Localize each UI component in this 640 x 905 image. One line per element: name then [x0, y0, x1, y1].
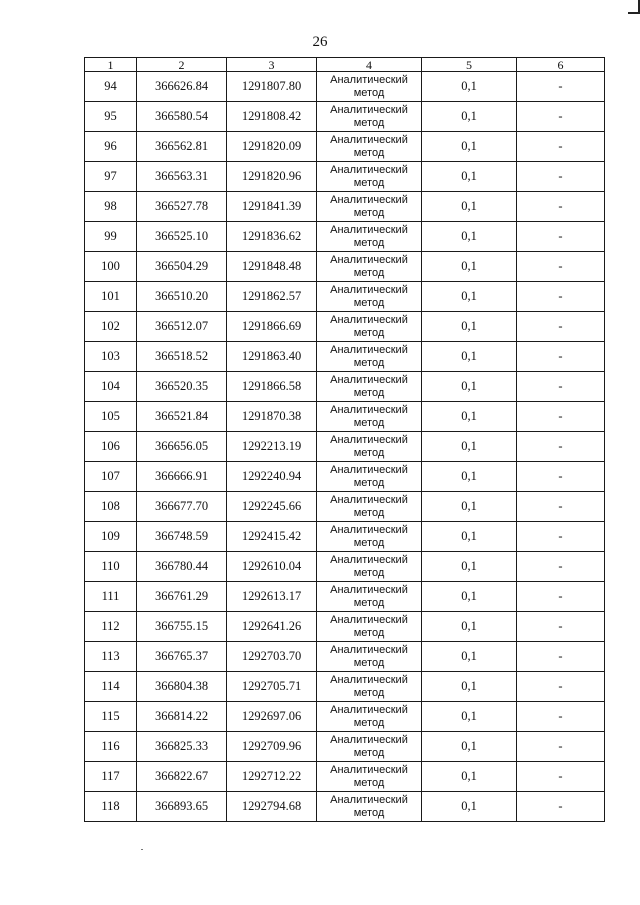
method-line-2: метод	[353, 746, 385, 759]
y-coordinate-cell: 1292712.22	[227, 762, 317, 792]
x-coordinate-cell: 366761.29	[137, 582, 227, 612]
table-row	[85, 162, 605, 192]
method-line-1: Аналитический	[330, 403, 408, 416]
scan-speck	[141, 849, 143, 850]
x-coordinate-cell: 366521.84	[137, 402, 227, 432]
col-header-3: 3	[227, 58, 317, 72]
method-cell	[317, 552, 422, 582]
accuracy-cell: 0,1	[422, 252, 517, 282]
y-coordinate-cell: 1291808.42	[227, 102, 317, 132]
y-coordinate-cell: 1291836.62	[227, 222, 317, 252]
accuracy-cell: 0,1	[422, 522, 517, 552]
table-row	[85, 342, 605, 372]
x-coordinate-cell: 366563.31	[137, 162, 227, 192]
x-coordinate-cell: 366765.37	[137, 642, 227, 672]
method-line-1: Аналитический	[330, 643, 408, 656]
point-number-cell: 99	[85, 222, 137, 252]
x-coordinate-cell: 366510.20	[137, 282, 227, 312]
method-line-1: Аналитический	[330, 343, 408, 356]
note-cell: -	[517, 492, 605, 522]
table-row	[85, 552, 605, 582]
accuracy-cell: 0,1	[422, 762, 517, 792]
y-coordinate-cell: 1292794.68	[227, 792, 317, 822]
coordinates-table	[84, 57, 605, 822]
note-cell: -	[517, 462, 605, 492]
point-number-cell: 114	[85, 672, 137, 702]
page-number: 26	[312, 34, 328, 50]
method-cell	[317, 732, 422, 762]
point-number-cell: 104	[85, 372, 137, 402]
method-line-2: метод	[353, 86, 385, 99]
method-line-2: метод	[353, 266, 385, 279]
accuracy-cell: 0,1	[422, 102, 517, 132]
y-coordinate-cell: 1292705.71	[227, 672, 317, 702]
method-line-1: Аналитический	[330, 313, 408, 326]
accuracy-cell: 0,1	[422, 582, 517, 612]
method-cell	[317, 162, 422, 192]
method-line-2: метод	[353, 656, 385, 669]
y-coordinate-cell: 1291866.58	[227, 372, 317, 402]
point-number-cell: 101	[85, 282, 137, 312]
table-row	[85, 282, 605, 312]
method-line-2: метод	[353, 716, 385, 729]
method-line-1: Аналитический	[330, 373, 408, 386]
method-line-2: метод	[353, 446, 385, 459]
method-line-2: метод	[353, 416, 385, 429]
point-number-cell: 108	[85, 492, 137, 522]
method-cell	[317, 252, 422, 282]
method-cell	[317, 642, 422, 672]
accuracy-cell: 0,1	[422, 672, 517, 702]
point-number-cell: 113	[85, 642, 137, 672]
table-row	[85, 612, 605, 642]
method-cell	[317, 72, 422, 102]
method-line-2: метод	[353, 356, 385, 369]
table-row	[85, 432, 605, 462]
point-number-cell: 109	[85, 522, 137, 552]
method-cell	[317, 522, 422, 552]
point-number-cell: 100	[85, 252, 137, 282]
accuracy-cell: 0,1	[422, 702, 517, 732]
method-line-2: метод	[353, 476, 385, 489]
method-cell	[317, 402, 422, 432]
method-cell	[317, 672, 422, 702]
x-coordinate-cell: 366504.29	[137, 252, 227, 282]
point-number-cell: 96	[85, 132, 137, 162]
point-number-cell: 95	[85, 102, 137, 132]
accuracy-cell: 0,1	[422, 612, 517, 642]
method-line-2: метод	[353, 686, 385, 699]
x-coordinate-cell: 366814.22	[137, 702, 227, 732]
method-line-1: Аналитический	[330, 283, 408, 296]
table-row	[85, 762, 605, 792]
method-cell	[317, 702, 422, 732]
table-row	[85, 522, 605, 552]
table-row	[85, 732, 605, 762]
point-number-cell: 94	[85, 72, 137, 102]
x-coordinate-cell: 366780.44	[137, 552, 227, 582]
table-row	[85, 192, 605, 222]
note-cell: -	[517, 162, 605, 192]
note-cell: -	[517, 102, 605, 132]
note-cell: -	[517, 552, 605, 582]
scan-corner-mark	[628, 0, 640, 14]
note-cell: -	[517, 792, 605, 822]
method-line-2: метод	[353, 176, 385, 189]
table-row	[85, 372, 605, 402]
y-coordinate-cell: 1291820.09	[227, 132, 317, 162]
point-number-cell: 106	[85, 432, 137, 462]
x-coordinate-cell: 366626.84	[137, 72, 227, 102]
method-line-1: Аналитический	[330, 703, 408, 716]
note-cell: -	[517, 522, 605, 552]
note-cell: -	[517, 72, 605, 102]
col-header-4: 4	[317, 58, 422, 72]
method-line-1: Аналитический	[330, 433, 408, 446]
x-coordinate-cell: 366677.70	[137, 492, 227, 522]
x-coordinate-cell: 366527.78	[137, 192, 227, 222]
x-coordinate-cell: 366666.91	[137, 462, 227, 492]
note-cell: -	[517, 372, 605, 402]
col-header-2: 2	[137, 58, 227, 72]
accuracy-cell: 0,1	[422, 402, 517, 432]
accuracy-cell: 0,1	[422, 642, 517, 672]
method-line-2: метод	[353, 626, 385, 639]
method-cell	[317, 342, 422, 372]
method-cell	[317, 462, 422, 492]
x-coordinate-cell: 366804.38	[137, 672, 227, 702]
method-line-1: Аналитический	[330, 793, 408, 806]
table-row	[85, 402, 605, 432]
note-cell: -	[517, 252, 605, 282]
y-coordinate-cell: 1291841.39	[227, 192, 317, 222]
point-number-cell: 116	[85, 732, 137, 762]
method-line-2: метод	[353, 386, 385, 399]
note-cell: -	[517, 732, 605, 762]
method-cell	[317, 132, 422, 162]
x-coordinate-cell: 366512.07	[137, 312, 227, 342]
method-line-1: Аналитический	[330, 223, 408, 236]
method-line-1: Аналитический	[330, 613, 408, 626]
method-line-1: Аналитический	[330, 193, 408, 206]
note-cell: -	[517, 132, 605, 162]
table-row	[85, 702, 605, 732]
method-line-2: метод	[353, 296, 385, 309]
y-coordinate-cell: 1292213.19	[227, 432, 317, 462]
method-line-1: Аналитический	[330, 523, 408, 536]
col-header-6: 6	[517, 58, 605, 72]
accuracy-cell: 0,1	[422, 792, 517, 822]
method-line-1: Аналитический	[330, 763, 408, 776]
x-coordinate-cell: 366893.65	[137, 792, 227, 822]
method-line-1: Аналитический	[330, 73, 408, 86]
method-line-1: Аналитический	[330, 163, 408, 176]
x-coordinate-cell: 366656.05	[137, 432, 227, 462]
point-number-cell: 118	[85, 792, 137, 822]
note-cell: -	[517, 762, 605, 792]
table-row	[85, 792, 605, 822]
y-coordinate-cell: 1291848.48	[227, 252, 317, 282]
x-coordinate-cell: 366525.10	[137, 222, 227, 252]
method-cell	[317, 282, 422, 312]
table-row	[85, 462, 605, 492]
point-number-cell: 112	[85, 612, 137, 642]
method-line-2: метод	[353, 116, 385, 129]
table-row	[85, 492, 605, 522]
point-number-cell: 117	[85, 762, 137, 792]
table-row	[85, 72, 605, 102]
note-cell: -	[517, 312, 605, 342]
y-coordinate-cell: 1292613.17	[227, 582, 317, 612]
table-header-row	[85, 58, 605, 72]
accuracy-cell: 0,1	[422, 492, 517, 522]
method-line-1: Аналитический	[330, 733, 408, 746]
method-cell	[317, 582, 422, 612]
col-header-5: 5	[422, 58, 517, 72]
method-line-2: метод	[353, 326, 385, 339]
method-cell	[317, 792, 422, 822]
accuracy-cell: 0,1	[422, 462, 517, 492]
x-coordinate-cell: 366518.52	[137, 342, 227, 372]
method-cell	[317, 492, 422, 522]
accuracy-cell: 0,1	[422, 162, 517, 192]
y-coordinate-cell: 1291863.40	[227, 342, 317, 372]
method-line-2: метод	[353, 236, 385, 249]
y-coordinate-cell: 1292240.94	[227, 462, 317, 492]
x-coordinate-cell: 366755.15	[137, 612, 227, 642]
method-line-1: Аналитический	[330, 463, 408, 476]
y-coordinate-cell: 1292709.96	[227, 732, 317, 762]
note-cell: -	[517, 582, 605, 612]
y-coordinate-cell: 1291807.80	[227, 72, 317, 102]
method-line-2: метод	[353, 776, 385, 789]
table-row	[85, 222, 605, 252]
method-line-1: Аналитический	[330, 553, 408, 566]
method-line-2: метод	[353, 506, 385, 519]
table-row	[85, 102, 605, 132]
method-line-2: метод	[353, 806, 385, 819]
note-cell: -	[517, 672, 605, 702]
method-line-2: метод	[353, 536, 385, 549]
table-row	[85, 132, 605, 162]
y-coordinate-cell: 1292641.26	[227, 612, 317, 642]
note-cell: -	[517, 432, 605, 462]
method-cell	[317, 762, 422, 792]
note-cell: -	[517, 222, 605, 252]
point-number-cell: 111	[85, 582, 137, 612]
accuracy-cell: 0,1	[422, 432, 517, 462]
note-cell: -	[517, 702, 605, 732]
method-line-2: метод	[353, 146, 385, 159]
method-line-2: метод	[353, 596, 385, 609]
y-coordinate-cell: 1292610.04	[227, 552, 317, 582]
y-coordinate-cell: 1291866.69	[227, 312, 317, 342]
accuracy-cell: 0,1	[422, 372, 517, 402]
point-number-cell: 110	[85, 552, 137, 582]
accuracy-cell: 0,1	[422, 192, 517, 222]
accuracy-cell: 0,1	[422, 342, 517, 372]
note-cell: -	[517, 192, 605, 222]
point-number-cell: 102	[85, 312, 137, 342]
accuracy-cell: 0,1	[422, 72, 517, 102]
x-coordinate-cell: 366822.67	[137, 762, 227, 792]
method-cell	[317, 312, 422, 342]
method-line-1: Аналитический	[330, 583, 408, 596]
table-row	[85, 672, 605, 702]
table-row	[85, 642, 605, 672]
y-coordinate-cell: 1291870.38	[227, 402, 317, 432]
note-cell: -	[517, 402, 605, 432]
y-coordinate-cell: 1292245.66	[227, 492, 317, 522]
table-row	[85, 252, 605, 282]
method-cell	[317, 222, 422, 252]
note-cell: -	[517, 342, 605, 372]
method-cell	[317, 192, 422, 222]
point-number-cell: 103	[85, 342, 137, 372]
method-line-2: метод	[353, 566, 385, 579]
point-number-cell: 105	[85, 402, 137, 432]
accuracy-cell: 0,1	[422, 552, 517, 582]
y-coordinate-cell: 1291862.57	[227, 282, 317, 312]
point-number-cell: 97	[85, 162, 137, 192]
y-coordinate-cell: 1291820.96	[227, 162, 317, 192]
point-number-cell: 107	[85, 462, 137, 492]
accuracy-cell: 0,1	[422, 132, 517, 162]
y-coordinate-cell: 1292697.06	[227, 702, 317, 732]
method-cell	[317, 102, 422, 132]
method-cell	[317, 612, 422, 642]
method-line-1: Аналитический	[330, 253, 408, 266]
method-cell	[317, 372, 422, 402]
method-cell	[317, 432, 422, 462]
accuracy-cell: 0,1	[422, 222, 517, 252]
accuracy-cell: 0,1	[422, 312, 517, 342]
method-line-1: Аналитический	[330, 493, 408, 506]
col-header-1: 1	[85, 58, 137, 72]
accuracy-cell: 0,1	[422, 282, 517, 312]
note-cell: -	[517, 282, 605, 312]
y-coordinate-cell: 1292415.42	[227, 522, 317, 552]
method-line-1: Аналитический	[330, 133, 408, 146]
x-coordinate-cell: 366825.33	[137, 732, 227, 762]
note-cell: -	[517, 612, 605, 642]
method-line-1: Аналитический	[330, 103, 408, 116]
table-row	[85, 582, 605, 612]
note-cell: -	[517, 642, 605, 672]
method-line-1: Аналитический	[330, 673, 408, 686]
accuracy-cell: 0,1	[422, 732, 517, 762]
point-number-cell: 98	[85, 192, 137, 222]
method-line-2: метод	[353, 206, 385, 219]
x-coordinate-cell: 366748.59	[137, 522, 227, 552]
table-row	[85, 312, 605, 342]
x-coordinate-cell: 366520.35	[137, 372, 227, 402]
x-coordinate-cell: 366562.81	[137, 132, 227, 162]
y-coordinate-cell: 1292703.70	[227, 642, 317, 672]
point-number-cell: 115	[85, 702, 137, 732]
x-coordinate-cell: 366580.54	[137, 102, 227, 132]
